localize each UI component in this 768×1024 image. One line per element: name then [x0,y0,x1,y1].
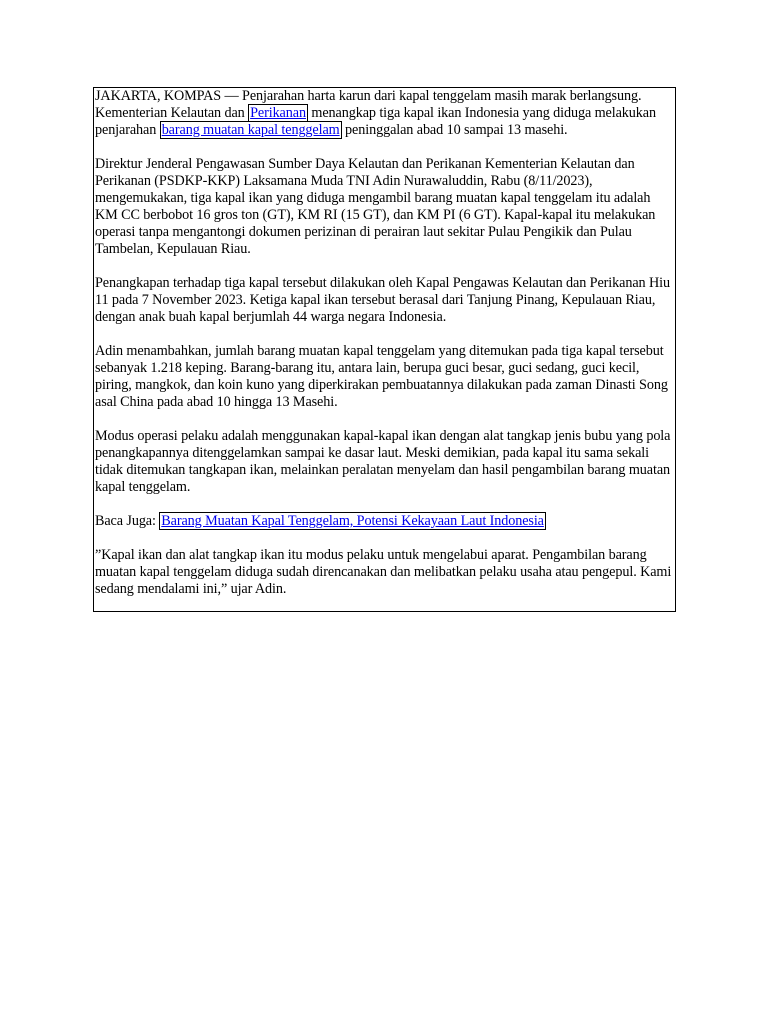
paragraph-quote: ”Kapal ikan dan alat tangkap ikan itu modus pelaku untuk mengelabui aparat. Pengambilan barang muatan kapal tenggelam diduga sudah direncanakan dan melibatkan pelaku usaha atau pengepul. Kami sedang mendalami ini,” ujar Adin. [95,547,672,597]
baca-juga-label: Baca Juga: [95,513,160,529]
paragraph-lead [95,88,675,139]
paragraph-4: Adin menambahkan, jumlah barang muatan kapal tenggelam yang ditemukan pada tiga kapal tersebut sebanyak 1.218 keping. Barang-barang itu, antara lain, berupa guci besar, guci sedang, guci kecil, piring, mangkok, dan koin kuno yang diperkirakan pembuatannya dilakukan pada zaman Dinasti Song asal China pada abad 10 hingga 13 Masehi. [95,343,668,410]
paragraph-3: Penangkapan terhadap tiga kapal tersebut dilakukan oleh Kapal Pengawas Kelautan dan Perikanan Hiu 11 pada 7 November 2023. Ketiga kapal ikan tersebut berasal dari Tanjung Pinang, Kepulauan Riau, dengan anak buah kapal berjumlah 44 warga negara Indonesia. [95,275,670,325]
lead-text-1: JAKARTA, KOMPAS — Penjarahan harta karun dari kapal tenggelam masih marak berlangsung. Kementerian Kelautan dan [95,88,642,121]
link-baca-juga[interactable]: Barang Muatan Kapal Tenggelam, Potensi Kekayaan Laut Indonesia [161,513,544,529]
lead-text-3: peninggalan abad 10 sampai 13 masehi. [341,122,568,138]
lead-text-2: menangkap tiga kapal ikan Indonesia yang diduga melakukan penjarahan [95,105,656,138]
paragraph-baca-juga [95,513,675,530]
article-body [93,87,676,612]
link-barang-muatan[interactable]: barang muatan kapal tenggelam [161,122,340,138]
link-perikanan[interactable]: Perikanan [250,105,306,121]
paragraph-5: Modus operasi pelaku adalah menggunakan kapal-kapal ikan dengan alat tangkap jenis bubu yang pola penangkapannya ditenggelamkan sampai ke dasar laut. Meski demikian, pada kapal itu sama sekali tidak ditemukan tangkapan ikan, melainkan peralatan menyelam dan hasil pengambilan barang muatan kapal tenggelam. [95,428,671,495]
paragraph-2: Direktur Jenderal Pengawasan Sumber Daya Kelautan dan Perikanan Kementerian Kelautan dan Perikanan (PSDKP-KKP) Laksamana Muda TNI Adin Nurawaluddin, Rabu (8/11/2023), mengemukakan, tiga kapal ikan yang diduga mengambil barang muatan kapal tenggelam itu adalah KM CC berbobot 16 gros ton (GT), KM RI (15 GT), dan KM PI (6 GT). Kapal-kapal itu melakukan operasi tanpa mengantongi dokumen perizinan di perairan laut sekitar Pulau Pengikik dan Pulau Tambelan, Kepulauan Riau. [95,156,656,257]
